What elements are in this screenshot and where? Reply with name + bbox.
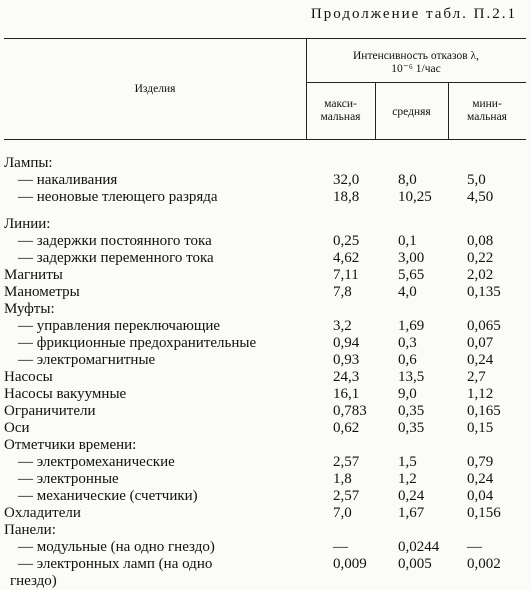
row-item-name: — модульные (на одно гнездо) [18, 539, 215, 555]
header-min-line2: мальная [467, 111, 507, 123]
row-value-min: 4,50 [467, 189, 494, 205]
header-item: Изделия [134, 83, 176, 95]
row-value-avg: 1,69 [398, 318, 425, 334]
row-value-min: 0,15 [467, 420, 494, 436]
row-value-min: 2,7 [467, 369, 486, 385]
table-row [0, 318, 531, 335]
table-row [0, 216, 531, 233]
table-row [0, 386, 531, 403]
header-intensity-line2: 10⁻⁶ 1/час [391, 63, 441, 75]
table-row [0, 189, 531, 206]
row-value-avg: 0,0244 [398, 539, 440, 555]
row-item-name: — неоновые тлеющего разряда [18, 189, 218, 205]
row-value-min: 1,12 [467, 386, 494, 402]
row-value-avg: 1,5 [398, 454, 417, 470]
row-item-name: — электромагнитные [18, 352, 156, 368]
row-value-max: 1,8 [333, 471, 352, 487]
row-value-min: 0,24 [467, 471, 494, 487]
row-value-max: 4,62 [333, 250, 360, 266]
row-item-name: Насосы [4, 369, 53, 385]
row-value-max: — [333, 539, 348, 555]
header-intensity [306, 50, 526, 76]
header-max-line1: макси- [324, 98, 357, 110]
row-value-avg: 0,35 [398, 420, 425, 436]
row-value-avg: 1,67 [398, 505, 425, 521]
table-row [0, 471, 531, 488]
table-row [0, 284, 531, 301]
table-row [0, 403, 531, 420]
row-value-min: 5,0 [467, 172, 486, 188]
row-value-min: 0,165 [467, 403, 501, 419]
top-rule [4, 38, 526, 39]
table-row [0, 335, 531, 352]
table-row [0, 301, 531, 318]
table-row [0, 556, 531, 573]
row-value-max: 0,009 [333, 556, 367, 572]
row-value-avg: 5,65 [398, 267, 425, 283]
row-value-min: 0,002 [467, 556, 501, 572]
row-item-name: — фрикционные предохранительные [18, 335, 257, 351]
row-value-avg: 4,0 [398, 284, 417, 300]
table-row [0, 352, 531, 369]
row-item-name: Насосы вакуумные [4, 386, 127, 402]
row-item-name: Оси [4, 420, 30, 436]
table-row [0, 267, 531, 284]
row-item-name: — задержки переменного тока [18, 250, 214, 266]
row-item-name: — электромеханические [18, 454, 175, 470]
row-item-name: — накаливания [18, 172, 118, 188]
row-value-avg: 10,25 [398, 189, 432, 205]
row-value-avg: 3,00 [398, 250, 425, 266]
row-value-min: 0,135 [467, 284, 501, 300]
row-value-max: 18,8 [333, 189, 360, 205]
row-item-name: Линии: [4, 216, 51, 232]
header-intensity-line1: Интенсивность отказов λ, [353, 50, 479, 62]
row-value-avg: 13,5 [398, 369, 425, 385]
table-row [0, 369, 531, 386]
table-row [0, 437, 531, 454]
row-value-max: 0,94 [333, 335, 360, 351]
row-item-name: — управления переключающие [18, 318, 221, 334]
table-row [0, 522, 531, 539]
row-value-avg: 0,1 [398, 233, 417, 249]
table-row [0, 155, 531, 172]
header-max [306, 98, 375, 124]
header-bottom-rule [4, 139, 526, 140]
row-value-min: 0,156 [467, 505, 501, 521]
row-item-name: Магниты [4, 267, 63, 283]
row-value-max: 16,1 [333, 386, 360, 402]
header-avg: средняя [392, 106, 431, 118]
row-value-avg: 8,0 [398, 172, 417, 188]
row-value-avg: 0,35 [398, 403, 425, 419]
header-min [448, 98, 526, 124]
row-value-max: 32,0 [333, 172, 360, 188]
row-item-name: — задержки постоянного тока [18, 233, 212, 249]
row-value-avg: 0,005 [398, 556, 432, 572]
row-item-name: — механические (счетчики) [18, 488, 198, 504]
row-value-min: 2,02 [467, 267, 494, 283]
table-row [0, 420, 531, 437]
row-item-name: — электронные [18, 471, 119, 487]
row-value-avg: 9,0 [398, 386, 417, 402]
table-row [0, 454, 531, 471]
row-item-name: — электронных ламп (на одно [18, 556, 213, 572]
row-value-min: 0,08 [467, 233, 494, 249]
row-value-max: 3,2 [333, 318, 352, 334]
row-item-name: Охладители [4, 505, 81, 521]
table-row [0, 250, 531, 267]
row-value-max: 0,783 [333, 403, 367, 419]
row-value-max: 7,0 [333, 505, 352, 521]
row-value-max: 7,8 [333, 284, 352, 300]
row-item-name: Муфты: [4, 301, 55, 317]
intensity-subrule [306, 82, 526, 83]
row-value-max: 2,57 [333, 488, 360, 504]
row-value-max: 2,57 [333, 454, 360, 470]
row-value-max: 0,62 [333, 420, 360, 436]
row-value-max: 0,93 [333, 352, 360, 368]
row-value-min: 0,24 [467, 352, 494, 368]
header-max-line2: мальная [320, 111, 361, 123]
row-value-max: 0,25 [333, 233, 360, 249]
row-item-name: Манометры [4, 284, 80, 300]
row-item-name: Лампы: [4, 155, 53, 171]
table-row [0, 539, 531, 556]
row-value-min: — [467, 539, 482, 555]
row-value-avg: 0,3 [398, 335, 417, 351]
row-item-name: Отметчики времени: [4, 437, 137, 453]
row-value-max: 7,11 [333, 267, 359, 283]
row-item-name: гнездо) [10, 573, 57, 589]
table-row [0, 488, 531, 505]
table-row [0, 172, 531, 189]
row-value-avg: 0,24 [398, 488, 425, 504]
row-item-name: Панели: [4, 522, 56, 538]
row-value-max: 24,3 [333, 369, 360, 385]
row-value-min: 0,22 [467, 250, 494, 266]
row-value-min: 0,065 [467, 318, 501, 334]
header-min-line1: мини- [472, 98, 502, 110]
row-value-min: 0,07 [467, 335, 494, 351]
row-item-name: Ограничители [4, 403, 96, 419]
row-value-avg: 0,6 [398, 352, 417, 368]
row-value-min: 0,04 [467, 488, 494, 504]
table-row [0, 233, 531, 250]
row-value-avg: 1,2 [398, 471, 417, 487]
table-row [0, 505, 531, 522]
row-value-min: 0,79 [467, 454, 494, 470]
table-caption: Продолжение табл. П.2.1 [310, 6, 517, 22]
